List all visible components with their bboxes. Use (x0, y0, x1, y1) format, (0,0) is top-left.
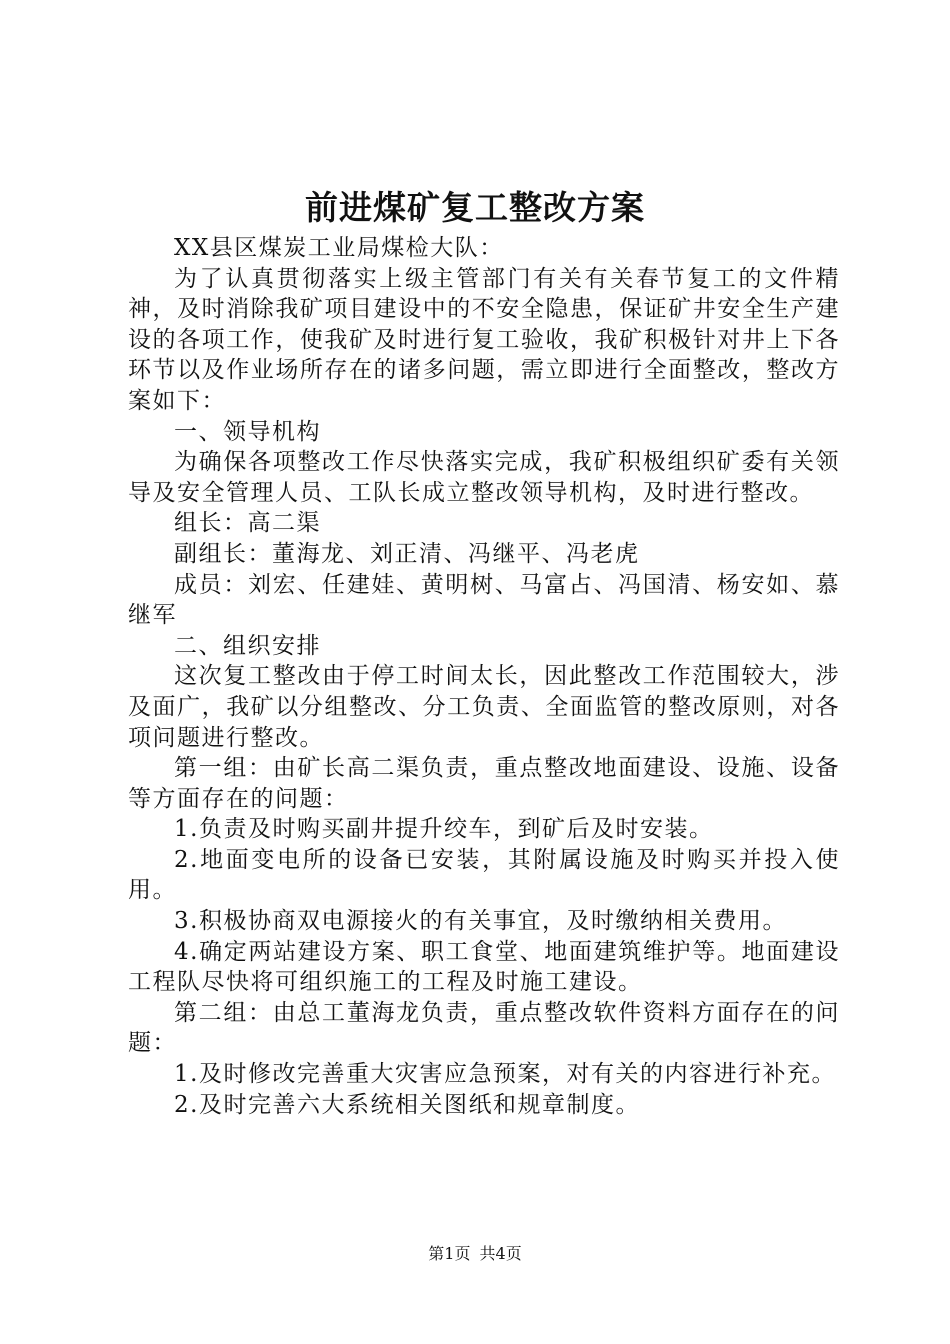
group-one-item-3: 3.积极协商双电源接火的有关事宜，及时缴纳相关费用。 (174, 908, 787, 935)
document-body (128, 233, 840, 1120)
group-one-item-2: 2.地面变电所的设备已安装，其附属设施及时购买并投入使用。 (128, 846, 840, 904)
page-footer (0, 1243, 950, 1265)
page-number: 第1页 (428, 1244, 471, 1263)
group-two-item-1: 1.及时修改完善重大灾害应急预案，对有关的内容进行补充。 (174, 1061, 836, 1088)
members-line: 成员：刘宏、任建娃、黄明树、马富占、冯国清、杨安如、慕继军 (128, 571, 840, 629)
deputy-leader-line: 副组长：董海龙、刘正清、冯继平、冯老虎 (174, 540, 640, 567)
group-one-item-4: 4.确定两站建设方案、职工食堂、地面建筑维护等。地面建设工程队尽快将可组织施工的工程及时施工建设。 (128, 938, 840, 996)
paragraph-intro: 为了认真贯彻落实上级主管部门有关有关春节复工的文件精神，及时消除我矿项目建设中的不安全隐患，保证矿井安全生产建设的各项工作，使我矿及时进行复工验收，我矿积极针对井上下各环节以及作业场所存在的诸多问题，需立即进行全面整改，整改方案如下： (128, 265, 840, 414)
page-total: 共4页 (479, 1244, 522, 1263)
group-two-heading: 第二组：由总工董海龙负责，重点整改软件资料方面存在的问题： (128, 999, 840, 1057)
document-title: 前进煤矿复工整改方案 (305, 188, 645, 227)
paragraph-arrangement: 这次复工整改由于停工时间太长，因此整改工作范围较大，涉及面广，我矿以分组整改、分工负责、全面监管的整改原则，对各项问题进行整改。 (128, 663, 840, 751)
group-two-item-2: 2.及时完善六大系统相关图纸和规章制度。 (174, 1091, 640, 1118)
group-one-heading: 第一组：由矿长高二渠负责，重点整改地面建设、设施、设备等方面存在的问题： (128, 755, 840, 812)
group-one-item-1: 1.负责及时购买副井提升绞车，到矿后及时安装。 (174, 816, 714, 843)
addressee: XX县区煤炭工业局煤检大队： (174, 235, 504, 261)
section-heading-arrangement: 二、组织安排 (174, 632, 321, 659)
section-heading-leadership: 一、领导机构 (174, 418, 321, 445)
paragraph-leadership: 为确保各项整改工作尽快落实完成，我矿积极组织矿委有关领导及安全管理人员、工队长成立整改领导机构，及时进行整改。 (128, 449, 840, 506)
leader-line: 组长：高二渠 (174, 510, 321, 537)
